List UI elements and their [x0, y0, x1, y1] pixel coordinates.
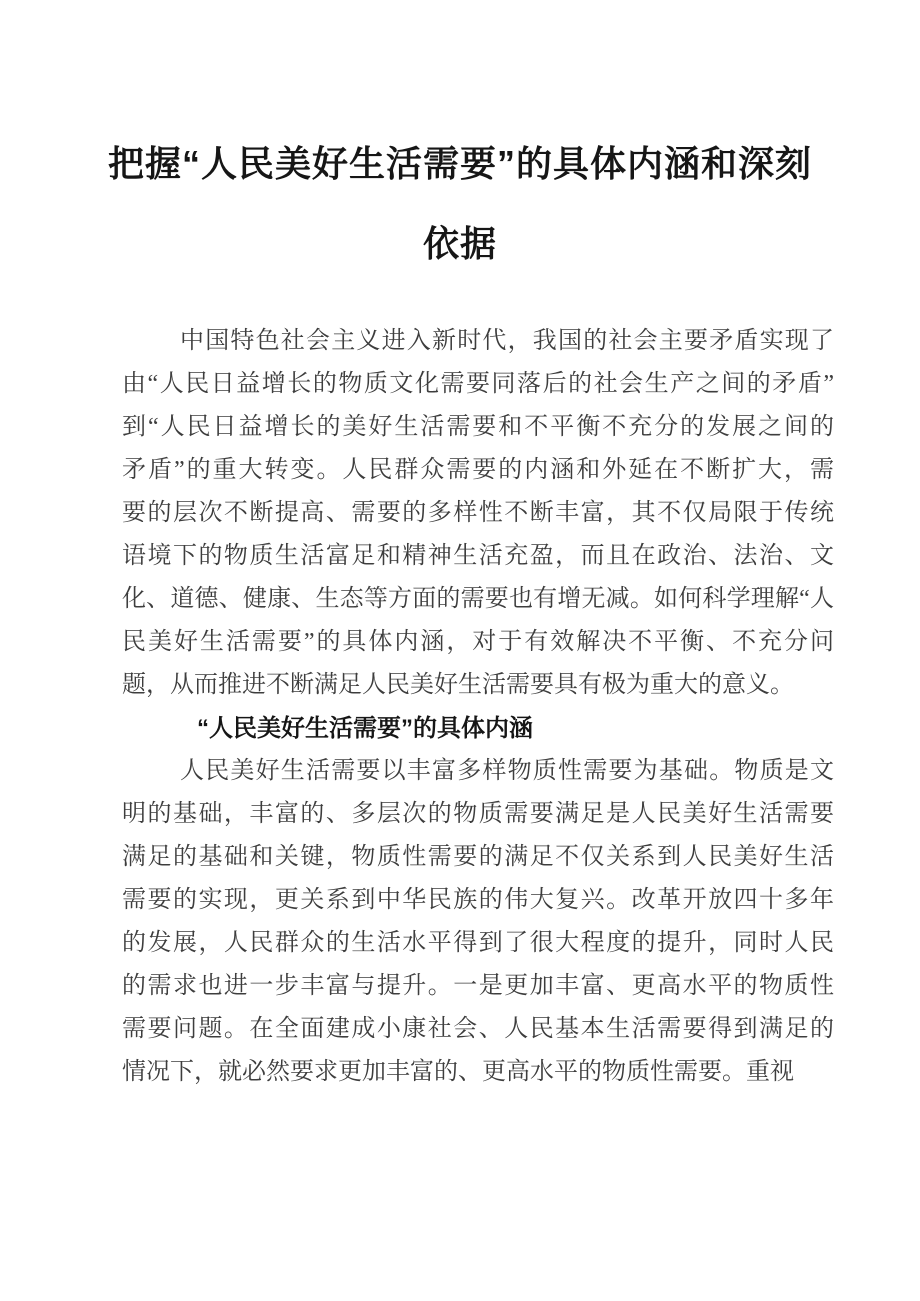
paragraph-line: 语境下的物质生活富足和精神生活充盈，而且在政治、法治、文 — [122, 543, 834, 569]
paragraph-line: 满足的基础和关键，物质性需要的满足不仅关系到人民美好生活 — [122, 844, 834, 870]
document-body — [122, 320, 834, 1094]
paragraph-line: 的发展，人民群众的生活水平得到了很大程度的提升，同时人民 — [122, 930, 834, 956]
paragraph-line: 民美好生活需要”的具体内涵，对于有效解决不平衡、不充分问 — [122, 629, 834, 655]
paragraph-line: 题，从而推进不断满足人民美好生活需要具有极为重大的意义。 — [122, 672, 794, 698]
document-title-line-2: 依据 — [422, 223, 497, 264]
paragraph-line: 需要的实现，更关系到中华民族的伟大复兴。改革开放四十多年 — [122, 887, 834, 913]
paragraph-2 — [122, 750, 834, 1094]
paragraph-1 — [122, 320, 834, 707]
paragraph-line: 由“人民日益增长的物质文化需要同落后的社会生产之间的矛盾” — [122, 371, 834, 397]
paragraph-line: 情况下，就必然要求更加丰富的、更高水平的物质性需要。重视 — [122, 1059, 794, 1085]
paragraph-line: 人民美好生活需要以丰富多样物质性需要为基础。物质是文 — [180, 758, 834, 784]
paragraph-line: 到“人民日益增长的美好生活需要和不平衡不充分的发展之间的 — [122, 414, 834, 440]
paragraph-line: 的需求也进一步丰富与提升。一是更加丰富、更高水平的物质性 — [122, 973, 834, 999]
paragraph-line: 中国特色社会主义进入新时代，我国的社会主要矛盾实现了 — [180, 328, 834, 354]
document-title — [0, 124, 920, 284]
paragraph-line: 需要问题。在全面建成小康社会、人民基本生活需要得到满足的 — [122, 1016, 834, 1042]
paragraph-line: 矛盾”的重大转变。人民群众需要的内涵和外延在不断扩大，需 — [122, 457, 834, 483]
paragraph-line: 明的基础，丰富的、多层次的物质需要满足是人民美好生活需要 — [122, 801, 834, 827]
section-heading: “人民美好生活需要”的具体内涵 — [197, 715, 533, 742]
paragraph-line: 化、道德、健康、生态等方面的需要也有增无减。如何科学理解“人 — [122, 586, 834, 612]
paragraph-line: 要的层次不断提高、需要的多样性不断丰富，其不仅局限于传统 — [122, 500, 834, 526]
document-title-line-1: 把握“人民美好生活需要”的具体内涵和深刻 — [107, 143, 812, 184]
